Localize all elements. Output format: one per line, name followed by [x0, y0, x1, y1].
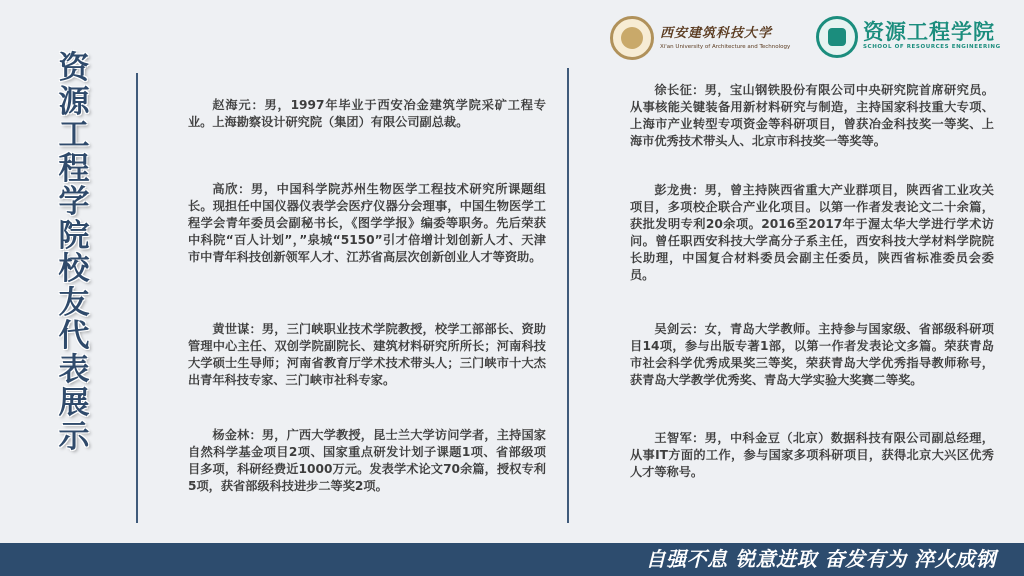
side-title-char: 表 [58, 351, 90, 388]
side-title-char: 源 [58, 83, 90, 120]
alumni-entry: 王智军：男，中科金豆（北京）数据科技有限公司副总经理，从事IT方面的工作，参与国家多项科研项目，获得北京大兴区优秀人才等称号。 [630, 431, 994, 479]
side-title-char: 示 [58, 418, 90, 455]
left-divider [136, 73, 138, 523]
alumni-entry: 赵海元：男，1997年毕业于西安冶金建筑学院采矿工程专业。上海勘察设计研究院（集团）有限公司副总裁。 [188, 98, 546, 129]
school-logo [863, 19, 1001, 50]
side-title-char: 程 [58, 150, 90, 187]
side-title-char: 展 [58, 385, 90, 421]
university-name-cn: 西安建筑科技大学 [660, 26, 773, 41]
university-name-en: Xi'an University of Architecture and Technology [660, 44, 791, 50]
side-title-char: 资 [58, 50, 90, 86]
logo-area [610, 14, 1001, 64]
university-emblem-icon [610, 16, 654, 60]
side-title-char: 代 [58, 318, 90, 354]
side-title-char: 院 [58, 217, 90, 254]
university-logo [660, 22, 810, 50]
slogan: 自强不息 锐意进取 奋发有为 淬火成钢 [645, 547, 996, 571]
school-name-cn: 资源工程学院 [863, 19, 995, 44]
alumni-entry: 黄世谋：男，三门峡职业技术学院教授，校学工部部长、资助管理中心主任、双创学院副院长、建筑材料研究所所长；河南科技大学硕士生导师；河南省教育厅学术技术带头人；三门峡市十大杰出青年科技专家、三门峡市社科专家。 [188, 322, 546, 387]
right-divider [567, 68, 569, 523]
side-title-char: 学 [58, 184, 90, 220]
footer-bar [0, 543, 1024, 576]
alumni-entry: 杨金林：男，广西大学教授，昆士兰大学访问学者，主持国家自然科学基金项目2项、国家重点研发计划子课题1项、省部级项目多项，科研经费近1000万元。发表学术论文70余篇，授权专利5项，获省部级科技进步二等奖2项。 [188, 428, 546, 493]
side-title-char: 友 [58, 284, 90, 321]
alumni-entry: 徐长征：男，宝山钢铁股份有限公司中央研究院首席研究员。从事核能关键装备用新材料研究与制造，主持国家科技重大专项、上海市产业转型专项资金等科研项目，曾获冶金科技奖一等奖、上海市优秀技术带头人、北京市科技奖一等奖等。 [630, 83, 994, 148]
alumni-entry: 彭龙贵：男，曾主持陕西省重大产业群项目，陕西省工业攻关项目，多项校企联合产业化项目。以第一作者发表论文二十余篇，获批发明专利20余项。2016至2017年于渥太华大学进行学术访问。曾任职西安科技大学高分子系主任，西安科技大学材料学院院长助理，中国复合材料委员会副主任委员，陕西省标准委员会委员。 [630, 183, 994, 282]
alumni-entry: 高欣：男，中国科学院苏州生物医学工程技术研究所课题组长。现担任中国仪器仪表学会医疗仪器分会理事，中国生物医学工程学会青年委员会副秘书长，《图学学报》编委等职务。先后荣获中科院“百人计划”，”泉城“5150”引才倍增计划创新人才、天津市中青年科技创新领军人才、江苏省高层次创新创业人才等资助。 [188, 182, 546, 264]
side-title [46, 52, 102, 454]
side-title-char: 工 [58, 117, 90, 153]
school-emblem-icon [816, 16, 858, 58]
alumni-entry: 吴剑云：女，青岛大学教师。主持参与国家级、省部级科研项目14项，参与出版专著1部，以第一作者发表论文多篇。荣获青岛市社会科学优秀成果奖三等奖，荣获青岛大学优秀指导教师称号，获青岛大学教学优秀奖、青岛大学实验大奖赛二等奖。 [630, 322, 994, 387]
side-title-char: 校 [58, 251, 90, 287]
school-name-en: SCHOOL OF RESOURCES ENGINEERING [863, 44, 1001, 50]
